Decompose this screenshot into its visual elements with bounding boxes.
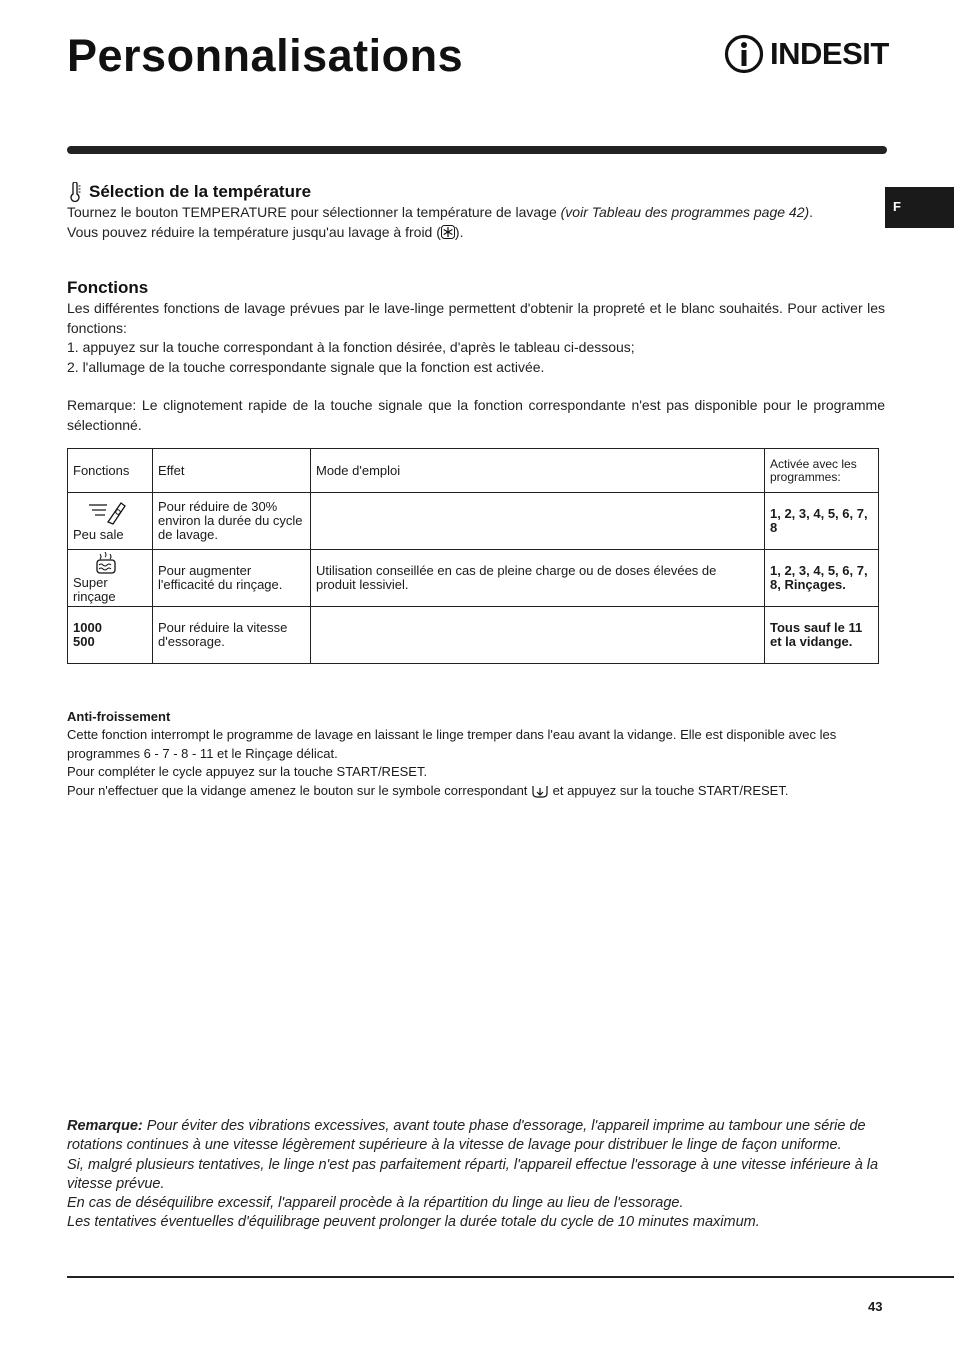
language-tab-label: F [893,199,901,214]
mode-cell [311,493,765,550]
footer-divider [67,1276,954,1278]
super-rincage-icon [73,552,133,574]
header-effet: Effet [153,449,311,493]
peu-sale-icon [73,500,133,526]
effect-cell: Pour augmenter l'efficacité du rinçage. [153,550,311,607]
programs-cell: Tous sauf le 11 et la vidange. [765,607,879,664]
mode-cell [311,607,765,664]
header-fonctions: Fonctions [68,449,153,493]
remarque-p3: En cas de déséquilibre excessif, l'appareil procède à la répartition du linge au lieu de l'essorage. [67,1195,684,1212]
page-number: 43 [868,1299,883,1314]
snowflake-icon [441,225,455,239]
header-mode-emploi: Mode d'emploi [311,449,765,493]
remarque-block [67,1117,882,1233]
anti-froissement-p3: Pour n'effectuer que la vidange amenez le bouton sur le symbole correspondant et appuyez sur la touche START/RESET. [67,782,789,798]
brand-name: INDESIT [770,36,889,71]
temperature-text [67,203,885,242]
programs-cell: 1, 2, 3, 4, 5, 6, 7, 8 [765,493,879,550]
drain-icon [531,784,549,798]
mode-cell: Utilisation conseillée en cas de pleine charge ou de doses élevées de produit lessiviel. [311,550,765,607]
anti-froissement-p2: Pour compléter le cycle appuyez sur la touche START/RESET. [67,764,428,779]
table-row [68,607,879,664]
temperature-heading: Sélection de la température [89,182,312,201]
anti-froissement-p1: Cette fonction interrompt le programme de lavage en laissant le linge tremper dans l'eau avant la vidange. Elle est disponible avec les programmes 6 - 7 - 8 - 11 et le Rinçage délicat. [67,727,837,761]
anti-froissement-heading: Anti-froissement [67,709,171,724]
remarque-p1: Remarque: Pour éviter des vibrations excessives, avant toute phase d'essorage, l'appareil imprime au tambour une série de rotations continues à une vitesse légèrement supérieure à la vitesse de lavage pour distribuer le linge de façon uniforme. [67,1118,866,1154]
table-header-row [68,449,879,493]
remarque-p2: Si, malgré plusieurs tentatives, le linge n'est pas parfaitement réparti, l'appareil effectue l'essorage à une vitesse inférieure à la vitesse prévue. [67,1156,879,1192]
function-cell: 1000 500 [68,607,153,664]
temperature-line-1: Tournez le bouton TEMPERATURE pour sélectionner la température de lavage (voir Tableau des programmes page 42). [67,204,814,220]
functions-table [67,448,879,664]
temperature-line-2: Vous pouvez réduire la température jusqu'au lavage à froid ( ). [67,223,464,240]
effect-cell: Pour réduire de 30% environ la durée du cycle de lavage. [153,493,311,550]
function-cell [68,550,153,607]
fonctions-text [67,299,885,435]
fonctions-intro: Les différentes fonctions de lavage prévues par le lave-linge permettent d'obtenir la propreté et le blanc souhaités. Pour activer les fonctions: [67,300,885,336]
fonctions-heading: Fonctions [67,278,149,297]
brand-logo [724,34,889,74]
effect-cell: Pour réduire la vitesse d'essorage. [153,607,311,664]
language-tab [885,187,954,228]
title-divider [67,146,887,154]
anti-froissement-text [67,726,897,800]
thermometer-icon [67,182,83,202]
function-cell [68,493,153,550]
function-label: Peu sale [73,527,124,542]
table-row [68,550,879,607]
programs-cell: 1, 2, 3, 4, 5, 6, 7, 8, Rinçages. [765,550,879,607]
fonctions-step-2: 2. l'allumage de la touche correspondante signale que la fonction est activée. [67,358,545,375]
fonctions-step-1: 1. appuyez sur la touche correspondant à la fonction désirée, d'après le tableau ci-dessous; [67,339,635,355]
table-row [68,493,879,550]
header-programmes: Activée avec les programmes: [765,449,879,493]
fonctions-remark: Remarque: Le clignotement rapide de la touche signale que la fonction correspondante n'est pas disponible pour le programme sélectionné. [67,397,885,433]
info-logo-icon [724,34,764,74]
page-title: Personnalisations [67,30,464,81]
remarque-p4: Les tentatives éventuelles d'équilibrage peuvent prolonger la durée totale du cycle de 10 minutes maximum. [67,1214,760,1231]
temperature-section-heading [67,182,311,202]
function-label: Super rinçage [73,575,116,604]
